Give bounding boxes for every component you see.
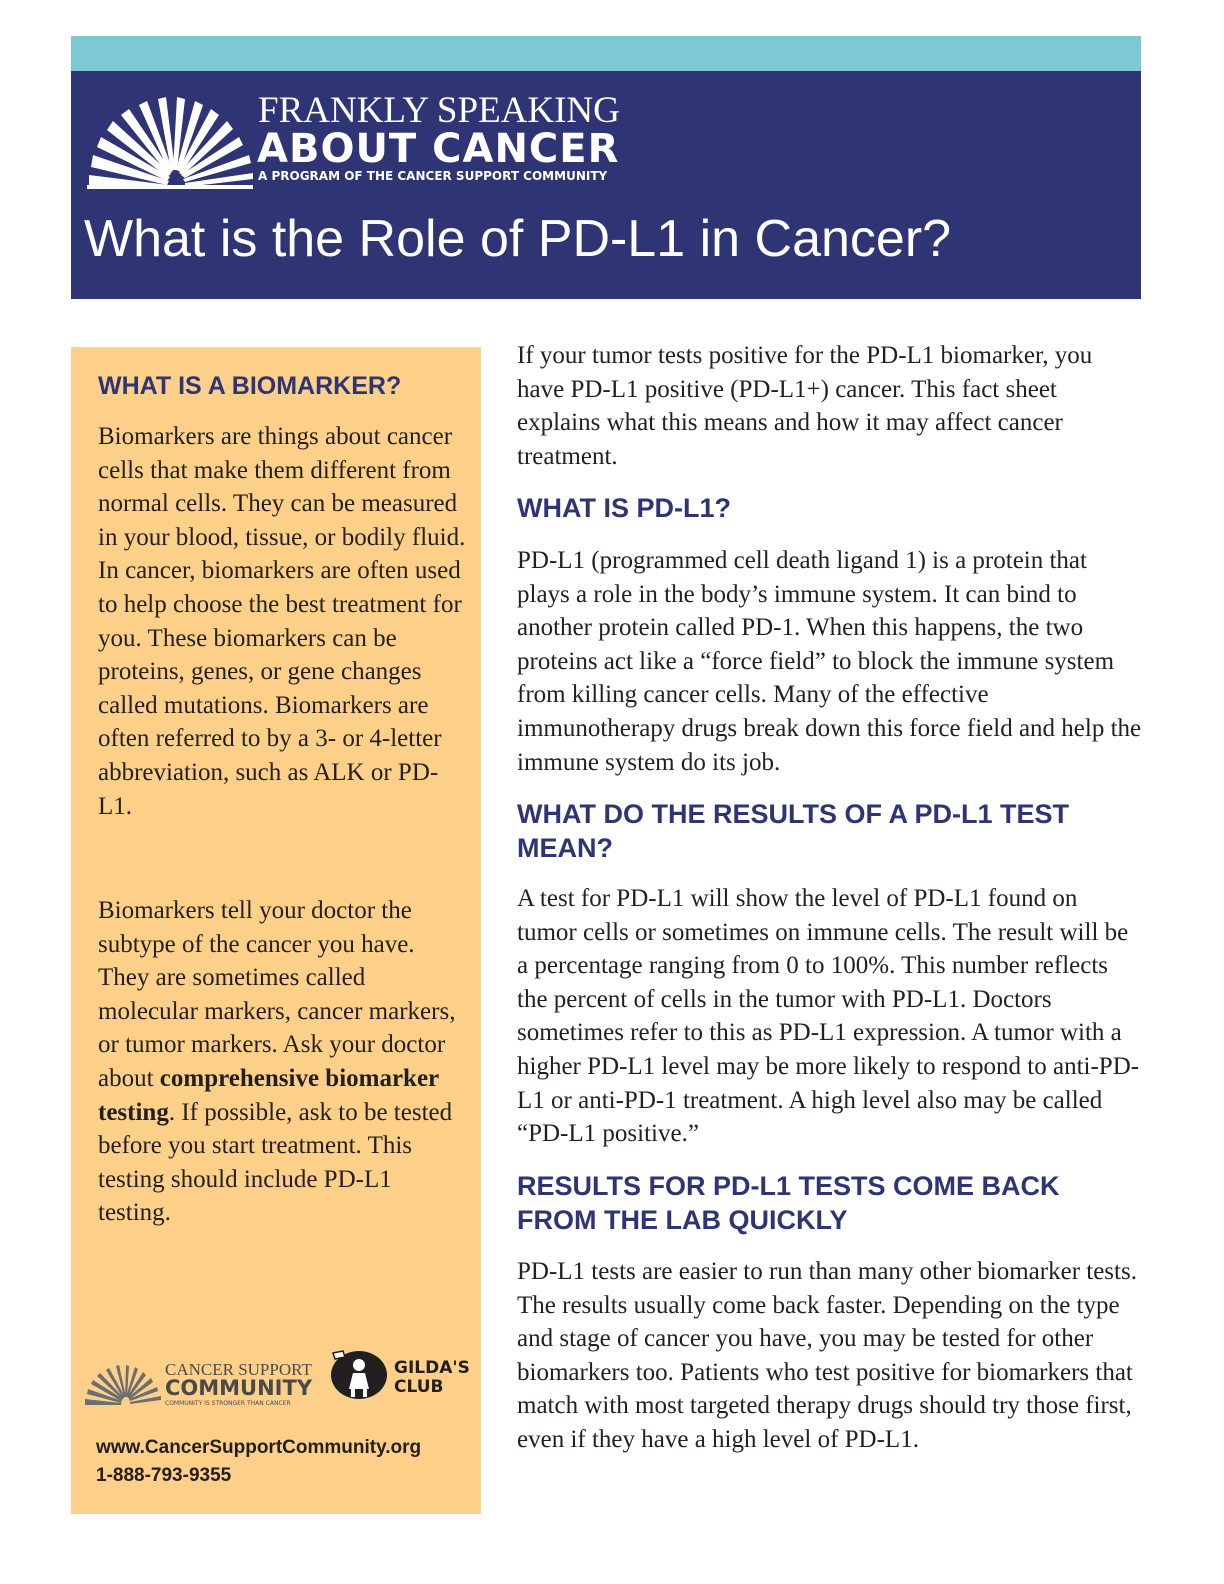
para2-text-end: . If possible, ask to be tested before you start treatment. This testing should include PD-L1 testing. [98, 1098, 453, 1227]
sunburst-logo-icon [87, 97, 253, 189]
cancer-support-community-logo [85, 1359, 315, 1409]
paragraph-test-results: A test for PD-L1 will show the level of PD-L1 found on tumor cells or sometimes on immune cells. The result will be a percentage ranging from 0 to 100%. This number reflects the percent of cells in the tumor with PD-L1. Doctors sometimes refer to this as PD-L1 expression. A tumor with a higher PD-L1 level may be more likely to respond to anti-PD-L1 or anti-PD-1 treatment. A high level also may be called “PD-L1 positive.” [517, 885, 1140, 1148]
brand-tagline: A PROGRAM OF THE CANCER SUPPORT COMMUNITY [258, 169, 608, 183]
gildas-club-figure-icon [329, 1347, 389, 1401]
csc-line-1: CANCER SUPPORT [165, 1360, 312, 1379]
paragraph-lab-results: PD-L1 tests are easier to run than many other biomarker tests. The results usually come back faster. Depending on the type and stage of cancer you have, you may be tested for other biomarkers too. Patients who test positive for biomarkers that match with most targeted therapy drugs should try those first, even if they have a high level of PD-L1. [517, 1258, 1137, 1453]
sidebar-heading: WHAT IS A BIOMARKER? [98, 372, 402, 400]
csc-sunburst-icon [85, 1365, 161, 1405]
gildas-club-text [394, 1359, 470, 1397]
gilda-line-1: GILDA'S [394, 1358, 470, 1378]
sidebar-paragraph-1: Biomarkers are things about cancer cells that make them different from normal cells. They can be measured in your blood, tissue, or bodily fluid. In cancer, biomarkers are often used to help choose the best treatment for you. These biomarkers can be proteins, genes, or gene changes called mutations. Biomarkers are often referred to by a 3- or 4-letter abbreviation, such as ALK or PD-L1. [98, 423, 466, 820]
heading-lab-results: RESULTS FOR PD-L1 TESTS COME BACK FROM THE LAB QUICKLY [517, 1171, 1060, 1235]
csc-line-2: COMMUNITY [165, 1376, 313, 1400]
brand-line-2: ABOUT CANCER [257, 126, 620, 172]
brand-line-1: FRANKLY SPEAKING [258, 90, 620, 131]
phone-number: 1-888-793-9355 [96, 1465, 232, 1486]
paragraph-what-is-pdl1: PD-L1 (programmed cell death ligand 1) is a protein that plays a role in the body’s immune system. It can bind to another protein called PD-1. When this happens, the two proteins act like a “force field” to block the immune system from killing cancer cells. Many of the effective immunotherapy drugs break down this force field and help the immune system do its job. [517, 547, 1142, 776]
top-accent-bar [71, 36, 1141, 71]
header-banner [71, 71, 1141, 299]
sidebar-paragraph-2 [98, 894, 468, 1230]
heading-test-results: WHAT DO THE RESULTS OF A PD-L1 TEST MEAN? [517, 799, 1069, 863]
page-title: What is the Role of PD-L1 in Cancer? [84, 210, 952, 268]
heading-what-is-pdl1: WHAT IS PD-L1? [517, 493, 731, 523]
gildas-club-logo [329, 1347, 469, 1407]
biomarker-sidebar [71, 347, 481, 1514]
website-link[interactable]: www.CancerSupportCommunity.org [96, 1437, 422, 1458]
comprehensive-biomarker-testing-emphasis: comprehensive biomarker testing [98, 1064, 439, 1126]
intro-paragraph: If your tumor tests positive for the PD-L1 biomarker, you have PD-L1 positive (PD-L1+) cancer. This fact sheet explains what this means and how it may affect cancer treatment. [517, 342, 1093, 470]
gilda-line-2: CLUB [394, 1377, 444, 1397]
para2-text-start: Biomarkers tell your doctor the subtype of the cancer you have. They are sometimes called molecular markers, cancer markers, or tumor markers. Ask your doctor about [98, 897, 456, 1092]
csc-tagline: COMMUNITY IS STRONGER THAN CANCER [165, 1400, 291, 1407]
